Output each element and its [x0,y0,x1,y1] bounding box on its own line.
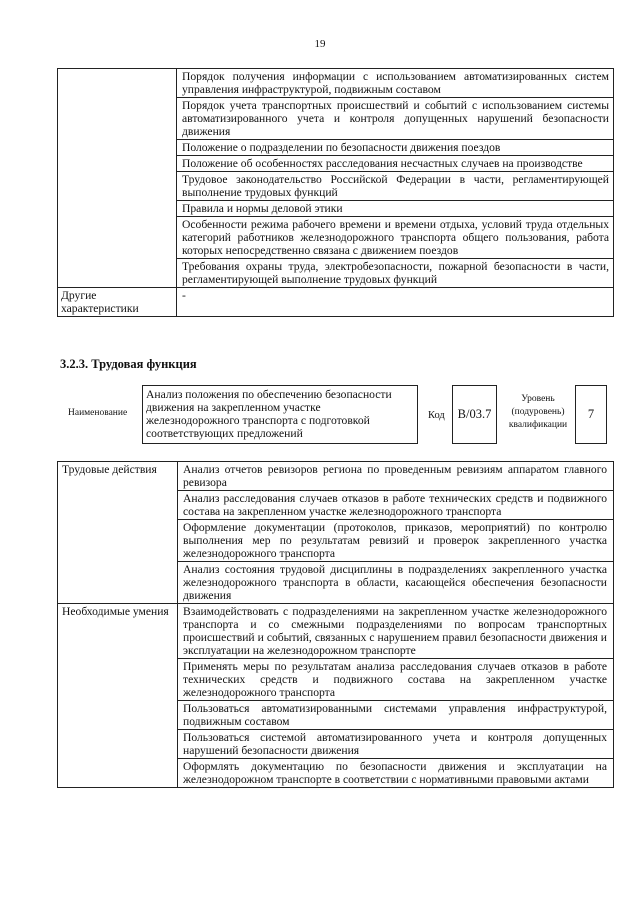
function-name-box: Анализ положения по обеспечению безопасности движения на закрепленном участке железнодорожного транспорта с подготовкой соответствующих предложений [142,385,418,444]
table-cell-text: Анализ расследования случаев отказов в работе технических средств и подвижного состава на закрепленном участке железнодорожного транспорта [178,491,614,520]
table-cell-text: Порядок учета транспортных происшествий и событий с использованием системы автоматизированного учета и контроля допущенных нарушений безопасности движения [177,98,614,140]
table-cell-text: Применять меры по результатам анализа расследования случаев отказов в работе технических средств и подвижного состава на закрепленном участке железнодорожного транспорта [178,659,614,701]
table-row [58,604,614,659]
section-title: 3.2.3. Трудовая функция [60,357,197,371]
skills-label: Необходимые умения [58,604,178,788]
table-cell-text: Положение о подразделении по безопасности движения поездов [177,140,614,156]
knowledge-table [57,68,614,317]
labor-function-table [57,461,614,788]
other-characteristics-value: - [177,288,614,317]
table-cell-text: Анализ состояния трудовой дисциплины в подразделениях закрепленного участка железнодорожного транспорта в области, касающейся обеспечения безопасности движения [178,562,614,604]
table-cell-label [58,69,177,288]
table-cell-text: Оформлять документацию по безопасности движения и эксплуатации на железнодорожном транспорте в соответствии с нормативными правовыми актами [178,759,614,788]
table-cell-text: Пользоваться системой автоматизированного учета и контроля допущенных нарушений безопасности движения [178,730,614,759]
code-value-box: B/03.7 [452,385,497,444]
table-cell-text: Пользоваться автоматизированными системами управления инфраструктурой, подвижным составом [178,701,614,730]
table-cell-text: Требования охраны труда, электробезопасности, пожарной безопасности в части, регламентирующей выполнение трудовых функций [177,259,614,288]
table-row [58,69,614,98]
page-number: 19 [314,38,326,50]
table-row [58,288,614,317]
table-cell-text: Трудовое законодательство Российской Федерации в части, регламентирующей выполнение трудовых функций [177,172,614,201]
labor-actions-label: Трудовые действия [58,462,178,604]
level-label: Уровень (подуровень) квалификации [508,394,568,430]
table-cell-text: Взаимодействовать с подразделениями на закрепленном участке железнодорожного транспорта и со смежными подразделениями по вопросам транспортных происшествий и событий, связанных с нарушением правил безопасности движения и эксплуатации на железнодорожном транспорте [178,604,614,659]
table-cell-text: Анализ отчетов ревизоров региона по проведенным ревизиям аппаратом главного ревизора [178,462,614,491]
other-characteristics-label: Другие характеристики [58,288,177,317]
table-cell-text: Порядок получения информации с использованием автоматизированных систем управления инфраструктурой, подвижным составом [177,69,614,98]
table-cell-text: Положение об особенностях расследования несчастных случаев на производстве [177,156,614,172]
level-value-box: 7 [575,385,607,444]
table-cell-text: Оформление документации (протоколов, приказов, мероприятий) по контролю выполнения мер по результатам ревизий и проверок закрепленного участка железнодорожного транспорта [178,520,614,562]
table-row [58,462,614,491]
table-cell-text: Особенности режима рабочего времени и времени отдыха, условий труда отдельных категорий работников железнодорожного транспорта общего пользования, работа которых непосредственно связана с движением поездов [177,217,614,259]
name-label: Наименование [68,408,128,418]
code-label: Код [428,410,445,421]
table-cell-text: Правила и нормы деловой этики [177,201,614,217]
